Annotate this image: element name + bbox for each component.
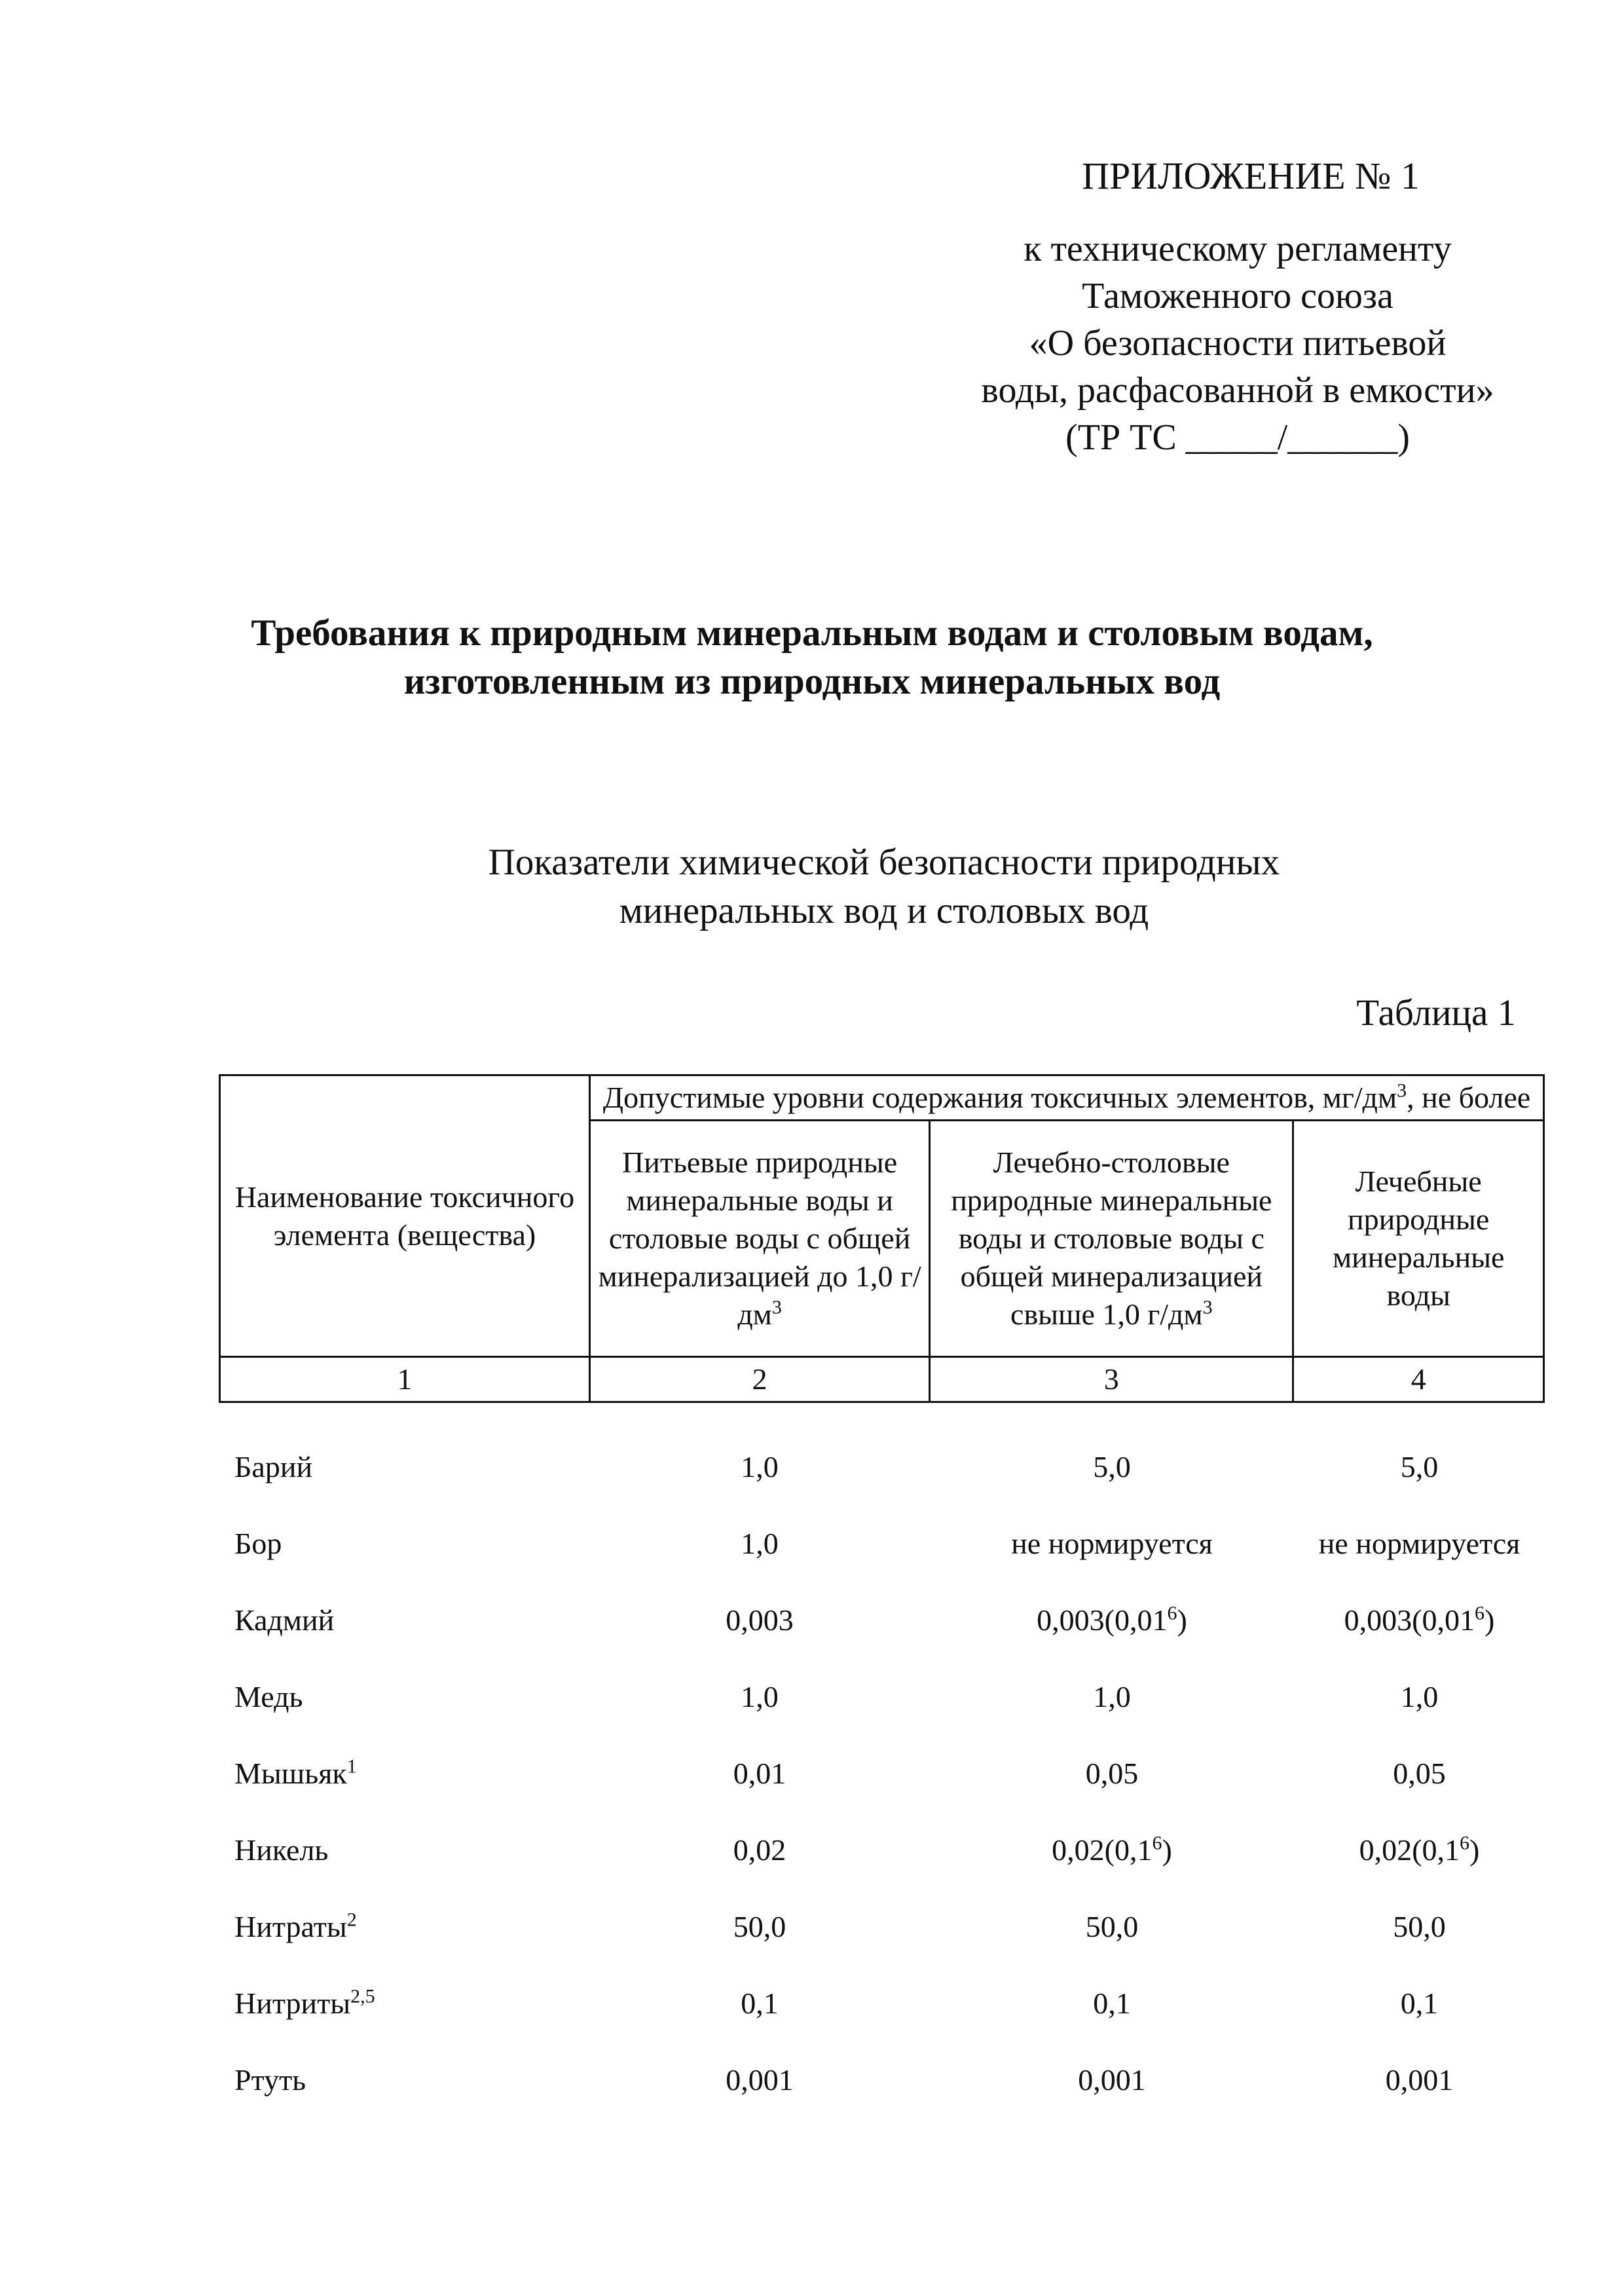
- row-name: [219, 1754, 589, 1793]
- table-row: [219, 1447, 1545, 1524]
- row-value-col2: 0,003: [726, 1603, 794, 1637]
- row-value-col4-text: 1,0: [1400, 1680, 1439, 1713]
- header-col-3: [930, 1121, 1293, 1357]
- data-rows: [219, 1447, 1545, 2137]
- table-header: [219, 1074, 1545, 1403]
- indicators-title-line: Показатели химической безопасности природных: [488, 842, 1280, 883]
- row-value-col2: 50,0: [733, 1910, 786, 1943]
- row-value-col4-text: 0,05: [1393, 1757, 1446, 1790]
- row-value-col2: 1,0: [741, 1680, 779, 1713]
- row-value-col4-text: 0,02(0,1: [1359, 1833, 1460, 1867]
- row-value-col4-sup: 6: [1460, 1832, 1469, 1854]
- row-value-col3-text: 50,0: [1085, 1910, 1139, 1943]
- row-name-text: Нитриты: [234, 1987, 351, 2020]
- appendix-title: ПРИЛОЖЕНИЕ № 1: [1082, 155, 1420, 197]
- appendix-line: «О безопасности питьевой: [1029, 323, 1447, 364]
- row-name-text: Медь: [234, 1680, 303, 1713]
- row-name: [219, 1907, 589, 1947]
- appendix-line: воды, расфасованной в емкости»: [981, 370, 1494, 411]
- row-value-col3: [930, 1907, 1294, 1947]
- row-value-col2: 1,0: [741, 1450, 779, 1483]
- header-col-2-sup: 3: [771, 1296, 782, 1318]
- row-value-col4: [1294, 1984, 1545, 2023]
- row-value-col3-text: не нормируется: [1011, 1527, 1213, 1560]
- table-row: [219, 1984, 1545, 2061]
- row-value-col2: 0,02: [733, 1833, 786, 1867]
- header-col-3-text: Лечебно-столовые природные минеральные воды и столовые воды с общей минерализацией свыше 1,0 г/дм: [951, 1146, 1272, 1331]
- row-value-col4: [1294, 1677, 1545, 1717]
- row-value-col4: [1294, 1907, 1545, 1947]
- row-value-col3: [930, 1677, 1294, 1717]
- appendix-line: (ТР ТС _____/______): [1065, 417, 1410, 458]
- row-value-col4: [1294, 1831, 1545, 1870]
- indicators-title-line: минеральных вод и столовых вод: [619, 890, 1149, 931]
- table-row: [219, 1754, 1545, 1831]
- row-value-col3: [930, 1601, 1294, 1640]
- row-name: [219, 2061, 589, 2100]
- row-name-sup: 2,5: [350, 1985, 375, 2007]
- row-name-text: Кадмий: [234, 1603, 335, 1637]
- header-col-2-text: Питьевые природные минеральные воды и столовые воды с общей минерализацией до 1,0 г/дм: [598, 1146, 921, 1331]
- row-value-col4-text: 0,003(0,01: [1344, 1603, 1475, 1637]
- row-name-sup: 2: [346, 1909, 357, 1931]
- row-value-col3-text: 5,0: [1093, 1450, 1131, 1483]
- row-value-col3-text: 0,05: [1085, 1757, 1139, 1790]
- row-value-col2: 0,001: [726, 2063, 794, 2097]
- row-value-col3-text: 0,001: [1078, 2063, 1146, 2097]
- row-value-col4: [1294, 1754, 1545, 1793]
- row-name: [219, 1601, 589, 1640]
- row-value-col2: 0,01: [733, 1757, 786, 1790]
- col-number: 1: [220, 1357, 590, 1402]
- row-value-col4-text: 0,001: [1385, 2063, 1454, 2097]
- row-value-col3-text: 0,02(0,1: [1052, 1833, 1153, 1867]
- indicators-title: [262, 838, 1506, 935]
- header-col-1-text: Наименование токсичного элемента (вещества): [234, 1180, 575, 1252]
- table-label: Таблица 1: [1356, 992, 1516, 1034]
- row-value-col3-sup: 6: [1167, 1602, 1177, 1624]
- table-row: [219, 1907, 1545, 1984]
- row-value-col3-sup: 6: [1152, 1832, 1162, 1854]
- row-value-col3: [930, 1447, 1294, 1487]
- header-col-4: [1293, 1121, 1544, 1357]
- row-name: [219, 1524, 589, 1563]
- row-value-col4-tail: ): [1469, 1833, 1480, 1867]
- header-col-4-text: Лечебные природные минеральные воды: [1332, 1165, 1505, 1312]
- row-name: [219, 1831, 589, 1870]
- header-col-2: [589, 1121, 929, 1357]
- row-value-col3-text: 1,0: [1093, 1680, 1131, 1713]
- appendix-line: к техническому регламенту: [1024, 229, 1452, 269]
- col-number: 3: [930, 1357, 1293, 1402]
- row-value-col3-text: 0,003(0,01: [1037, 1603, 1168, 1637]
- row-name-text: Ртуть: [234, 2063, 306, 2097]
- row-value-col4: [1294, 1524, 1545, 1563]
- header-group-tail: , не более: [1407, 1081, 1531, 1114]
- row-name: [219, 1677, 589, 1717]
- row-value-col4-text: 0,1: [1400, 1987, 1439, 2020]
- row-value-col2: 0,1: [741, 1987, 779, 2020]
- row-value-col4-text: не нормируется: [1318, 1527, 1521, 1560]
- table-row: [219, 2061, 1545, 2137]
- row-value-col3: [930, 1984, 1294, 2023]
- col-number: 4: [1293, 1357, 1544, 1402]
- row-value-col4-tail: ): [1485, 1603, 1495, 1637]
- header-group-text: Допустимые уровни содержания токсичных элементов, мг/дм: [602, 1081, 1397, 1114]
- row-name-text: Барий: [234, 1450, 313, 1483]
- row-name-text: Мышьяк: [234, 1757, 347, 1790]
- row-value-col3: [930, 2061, 1294, 2100]
- row-value-col4: [1294, 1447, 1545, 1487]
- appendix-line: Таможенного союза: [1082, 276, 1393, 316]
- requirements-title-line: изготовленным из природных минеральных вод: [403, 661, 1221, 702]
- requirements-title-line: Требования к природным минеральным водам и столовым водам,: [251, 612, 1373, 654]
- row-value-col3-tail: ): [1177, 1603, 1187, 1637]
- row-name-text: Никель: [234, 1833, 329, 1867]
- header-group-sup: 3: [1397, 1079, 1407, 1102]
- header-col-3-sup: 3: [1202, 1296, 1213, 1318]
- row-value-col3: [930, 1831, 1294, 1870]
- row-name-text: Нитраты: [234, 1910, 347, 1943]
- requirements-title: [131, 609, 1493, 706]
- table-row: [219, 1524, 1545, 1601]
- table-row: [219, 1601, 1545, 1677]
- row-value-col2: 1,0: [741, 1527, 779, 1560]
- row-value-col3-tail: ): [1162, 1833, 1172, 1867]
- row-value-col3: [930, 1524, 1294, 1563]
- table-row: [219, 1677, 1545, 1754]
- row-name-sup: 1: [346, 1755, 357, 1778]
- table-row: [219, 1831, 1545, 1907]
- row-value-col3: [930, 1754, 1294, 1793]
- row-name-text: Бор: [234, 1527, 282, 1560]
- row-value-col3-text: 0,1: [1093, 1987, 1131, 2020]
- header-group: [589, 1075, 1543, 1121]
- header-col-1: [220, 1075, 590, 1357]
- row-name: [219, 1984, 589, 2023]
- col-number: 2: [589, 1357, 929, 1402]
- row-value-col4: [1294, 2061, 1545, 2100]
- row-value-col4-sup: 6: [1475, 1602, 1485, 1624]
- row-value-col4: [1294, 1601, 1545, 1640]
- row-value-col4-text: 50,0: [1393, 1910, 1446, 1943]
- row-value-col4-text: 5,0: [1400, 1450, 1439, 1483]
- appendix-block: [904, 152, 1572, 461]
- row-name: [219, 1447, 589, 1487]
